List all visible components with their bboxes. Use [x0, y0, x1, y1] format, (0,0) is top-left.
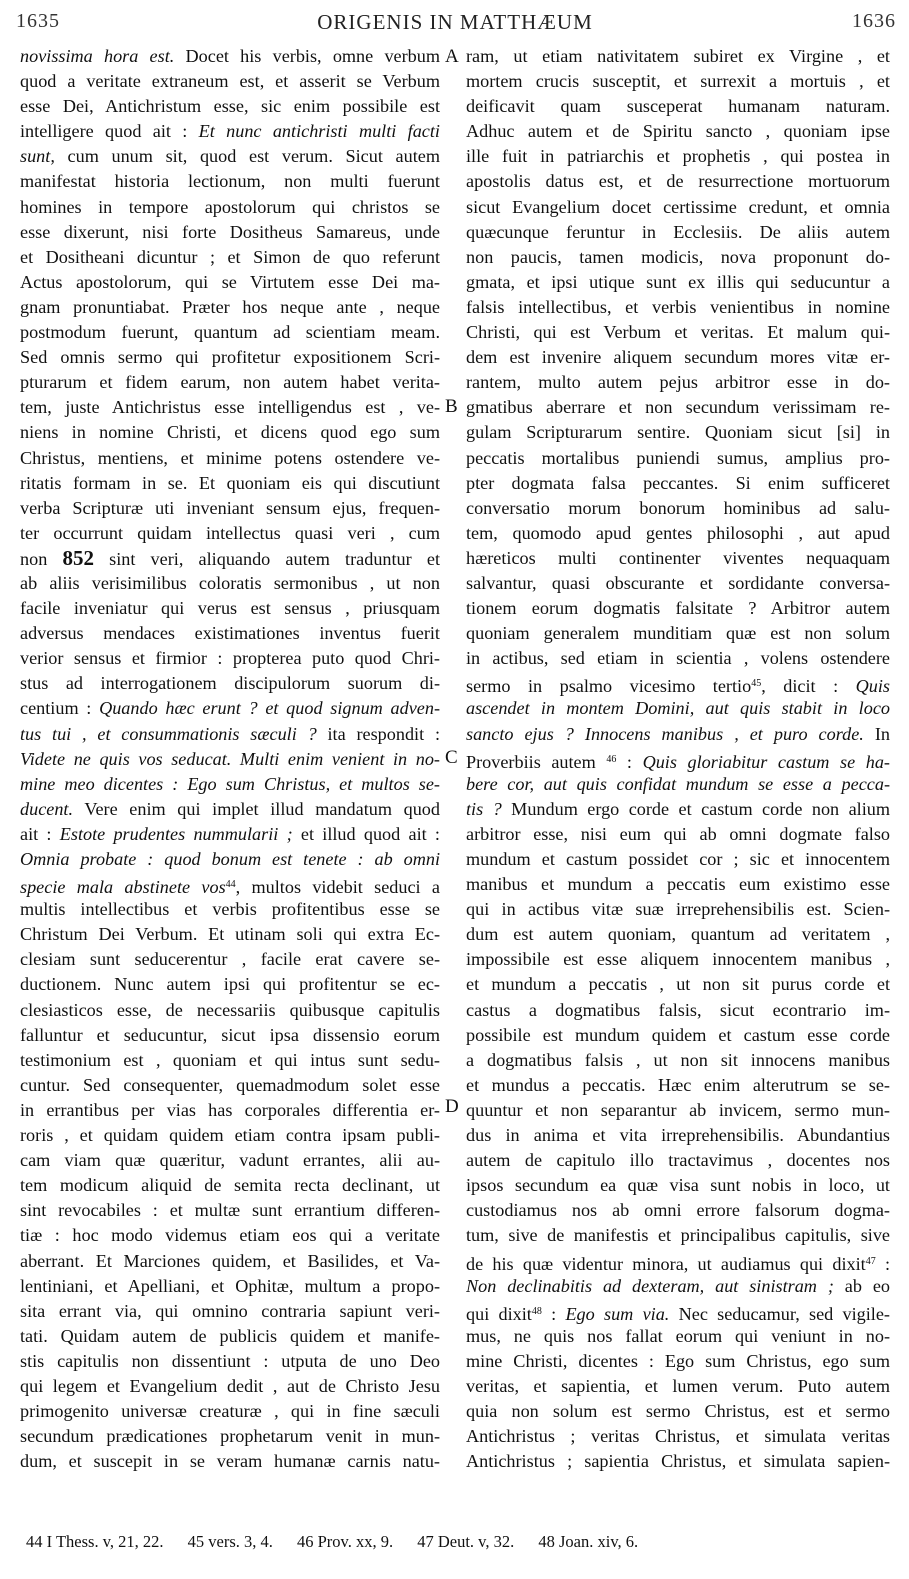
- text-run: centium :: [20, 698, 100, 719]
- text-run: dus in anima et vita irreprehensibilis. Abundantius: [466, 1125, 890, 1146]
- text-run: esse Dei, Antichristum esse, sic enim possibile est: [20, 96, 440, 117]
- text-line: [466, 1249, 890, 1274]
- text-run: custodiamus nos ab omni errore falsorum dogma-: [466, 1200, 890, 1221]
- text-line: [20, 596, 440, 621]
- text-run: Proverbiis autem: [466, 751, 607, 772]
- text-run: veritas, et sapientia, et lumen verum. Puto autem: [466, 1375, 890, 1396]
- text-line: [20, 1223, 440, 1248]
- text-line: [20, 1249, 440, 1274]
- text-line: [20, 1073, 440, 1098]
- text-line: [466, 1399, 890, 1424]
- text-line: [466, 772, 890, 797]
- text-line: [466, 1424, 890, 1449]
- text-line: [20, 245, 440, 270]
- text-run: salvantur, quasi obscurante et sordidante conversa-: [466, 572, 890, 593]
- text-run: ait :: [20, 823, 60, 844]
- text-run: mortem crucis susceptit, et surrexit a mortuis , et: [466, 71, 890, 92]
- text-run: esse dixerunt, nisi forte Dositheus Samareus, unde: [20, 221, 440, 242]
- text-line: [466, 446, 890, 471]
- text-run: et illud quod ait :: [292, 823, 440, 844]
- text-run: , multos videbit seduci a: [235, 877, 440, 898]
- text-run: autem de capitulo illo tractavimus , docentes nos: [466, 1150, 890, 1171]
- text-line: [466, 1349, 890, 1374]
- text-run: roris , et quidam quidem etiam contra ipsam publi-: [20, 1125, 440, 1146]
- text-line: [466, 320, 890, 345]
- footnote: 44 I Thess. v, 21, 22.: [26, 1532, 164, 1551]
- text-line: [20, 420, 440, 445]
- text-line: [20, 496, 440, 521]
- text-run: Quis: [855, 676, 890, 697]
- text-line: [20, 797, 440, 822]
- text-line: [20, 521, 440, 546]
- text-run: Quis gloriabitur castum se ha-: [642, 751, 890, 772]
- text-run: Adhuc autem et de Spiritu sancto , quoniam ipse: [466, 121, 890, 142]
- text-line: [20, 1198, 440, 1223]
- text-run: Mundum ergo corde et castum corde non alium: [501, 798, 890, 819]
- text-run: non: [20, 548, 63, 569]
- text-run: falsis intellectibus, et verbis venientibus in nomine: [466, 296, 890, 317]
- text-run: qui dixit: [466, 1303, 532, 1324]
- text-run: clesiam sunt seducerentur , facile erat cavere se-: [20, 949, 440, 970]
- text-line: [20, 295, 440, 320]
- text-line: [466, 722, 890, 747]
- text-run: sint veri, aliquando autem traduntur et: [93, 548, 440, 569]
- text-run: mine Christi, dicentes : Ego sum Christus, ego sum: [466, 1350, 890, 1371]
- text-run: gulam Scripturarum sentire. Quoniam sicut [si] in: [466, 422, 890, 443]
- footnote: 47 Deut. v, 32.: [417, 1532, 515, 1551]
- margin-marker-b: B: [445, 396, 458, 417]
- text-run: Quando hæc erunt ? et quod signum adven-: [99, 698, 440, 719]
- text-line: [20, 1148, 440, 1173]
- running-title: ORIGENIS IN MATTHÆUM: [317, 10, 593, 34]
- text-run: Omnia probate : quod bonum est tenete : ab omni: [20, 849, 440, 869]
- text-line: [20, 722, 440, 747]
- text-run: et mundum a peccatis , ut non sit purus corde et: [466, 974, 890, 995]
- footnote-ref: 46: [606, 753, 617, 765]
- text-line: [20, 546, 440, 571]
- text-run: conversatio morum bonorum hominibus ad salu-: [466, 497, 890, 518]
- text-line: [20, 1274, 440, 1299]
- text-line: [466, 245, 890, 270]
- text-run: Et nunc antichristi multi facti: [198, 121, 440, 142]
- text-line: [20, 220, 440, 245]
- text-line: [466, 69, 890, 94]
- text-line: [466, 696, 890, 721]
- text-run: :: [541, 1303, 566, 1324]
- text-run: ductionem. Nunc autem ipsi qui profitentur se ec-: [20, 974, 440, 995]
- text-line: [466, 1449, 890, 1474]
- text-run: primogenito universæ creaturæ , qui in fine sæculi: [20, 1401, 440, 1422]
- text-line: [20, 922, 440, 947]
- text-line: [466, 1048, 890, 1073]
- text-run: Ego sum via.: [565, 1303, 670, 1324]
- text-line: [20, 1123, 440, 1148]
- left-page-number: 1635: [16, 10, 60, 32]
- text-run: homines in tempore apostolorum qui christos se: [20, 196, 440, 217]
- margin-marker-a: A: [445, 46, 459, 67]
- text-line: [20, 119, 440, 144]
- text-run: mundum et castum possidet cor ; sic et innocentem: [466, 849, 890, 869]
- footnote: 45 vers. 3, 4.: [187, 1532, 273, 1551]
- text-run: specie mala abstinete vos: [20, 877, 226, 898]
- text-line: [466, 872, 890, 897]
- footnote-ref: 45: [751, 678, 762, 690]
- text-run: cam viam quæ quæritur, vadunt errantes, alii au-: [20, 1150, 440, 1171]
- text-line: [466, 998, 890, 1023]
- text-line: [20, 1449, 440, 1474]
- text-line: [20, 1098, 440, 1123]
- text-run: sicut Evangelium docet certissime credunt, et omnia: [466, 196, 890, 217]
- text-run: sermo in psalmo vicesimo tertio: [466, 676, 752, 697]
- text-run: impossibile est esse aliquem innocentem manibus ,: [466, 949, 890, 970]
- text-run: novissima hora est.: [20, 46, 175, 66]
- text-run: bere cor, aut quis confidat mundum se esse a pecca-: [466, 773, 890, 794]
- text-run: Antichristus ; sapientia Christus, et simulata sapien-: [466, 1451, 890, 1472]
- text-run: hæreticos multi continenter viventes nequaquam: [466, 547, 890, 568]
- text-run: cum unum sit, quod est verum. Sicut autem: [54, 146, 440, 167]
- text-line: [466, 972, 890, 997]
- text-run: facile inveniatur qui verus est sensus , priusquam: [20, 598, 440, 619]
- text-line: [20, 696, 440, 721]
- text-line: [466, 1148, 890, 1173]
- text-run: qui legem et Evangelium dedit , aut de Christo Jesu: [20, 1375, 440, 1396]
- text-run: pturarum et fidem earum, non autem habet verita-: [20, 372, 440, 393]
- text-run: pter dogmata falsa peccantes. Si enim sufficeret: [466, 472, 890, 493]
- column-number: 852: [62, 545, 94, 570]
- text-line: [466, 370, 890, 395]
- text-run: in actibus, sed etiam in scientia , volens ostendere: [466, 648, 890, 669]
- text-run: tem, quomodo apud gentes philosophi , aut apud: [466, 522, 890, 543]
- text-line: [20, 195, 440, 220]
- text-line: [466, 646, 890, 671]
- text-line: [20, 471, 440, 496]
- text-run: ab eo: [833, 1275, 890, 1296]
- text-line: [466, 420, 890, 445]
- text-line: [466, 471, 890, 496]
- text-line: [466, 1223, 890, 1248]
- text-line: [466, 270, 890, 295]
- text-run: tum, sive de manifestis et principalibus capitulis, sive: [466, 1225, 890, 1246]
- text-line: [466, 671, 890, 696]
- text-run: stis capitulis non dissentiunt : utputa de uno Deo: [20, 1350, 440, 1371]
- text-run: qui in actibus vitæ suæ irreprehensibilis est. Scien-: [466, 899, 890, 920]
- text-line: [20, 847, 440, 872]
- text-run: :: [616, 751, 643, 772]
- text-run: de his quæ videntur minora, ut audiamus qui dixit: [466, 1253, 866, 1274]
- text-line: [20, 345, 440, 370]
- text-run: , dicit :: [761, 676, 856, 697]
- text-line: [20, 1349, 440, 1374]
- text-run: quoniam generalem munditiam quæ est non solum: [466, 623, 890, 644]
- text-run: sunt,: [20, 146, 55, 167]
- text-run: sint revocabiles : et multæ sunt errantium differen-: [20, 1200, 440, 1221]
- text-line: [466, 295, 890, 320]
- text-run: gnam pronuntiabat. Præter hos neque ante , neque: [20, 296, 440, 317]
- text-line: [466, 496, 890, 521]
- text-run: ritatis formam in se. Et quoniam eis qui discutiunt: [20, 472, 440, 493]
- text-run: dum est autem quoniam, quantum ad veritatem ,: [466, 924, 890, 945]
- footnote-ref: 47: [865, 1255, 876, 1267]
- text-line: [466, 1073, 890, 1098]
- text-line: [20, 1023, 440, 1048]
- text-run: rantem, multo autem pejus arbitror esse in do-: [466, 372, 890, 393]
- text-line: [20, 947, 440, 972]
- text-run: ille fuit in patriarchis et prophetis , qui postea in: [466, 146, 890, 167]
- text-run: niens in nomine Christi, et dicens quod ego sum: [20, 422, 440, 443]
- text-run: Christus, mentiens, et minime potens ostendere ve-: [20, 447, 440, 468]
- text-run: in errantibus per vias has corporales differentia er-: [20, 1099, 440, 1120]
- text-line: [20, 169, 440, 194]
- text-run: tionem eorum dogmatis falsitate ? Arbitror autem: [466, 598, 890, 619]
- text-line: [466, 822, 890, 847]
- text-line: [20, 621, 440, 646]
- text-line: [466, 1374, 890, 1399]
- text-line: [20, 1399, 440, 1424]
- text-run: verior sensus et firmior : propterea puto quod Chri-: [20, 648, 440, 669]
- text-run: mine meo dicentes : Ego sum Christus, et multos se-: [20, 773, 440, 794]
- left-text-column: [20, 44, 440, 1474]
- text-line: [466, 44, 890, 69]
- text-run: Nec seducamur, sed vigile-: [669, 1303, 890, 1324]
- text-run: Sed omnis sermo qui profitetur expositionem Scri-: [20, 347, 440, 368]
- text-line: [466, 94, 890, 119]
- text-line: [20, 94, 440, 119]
- text-run: gmatibus aberrare et non secundum verissimam re-: [466, 397, 890, 418]
- text-run: ab aliis verisimilibus coloratis sermonibus , ut non: [20, 572, 440, 593]
- text-run: secundum prædicationes prophetarum venit in mun-: [20, 1426, 440, 1447]
- text-line: [466, 797, 890, 822]
- text-run: quæcunque feruntur in Ecclesiis. De aliis autem: [466, 221, 890, 242]
- text-line: [466, 546, 890, 571]
- text-line: [466, 345, 890, 370]
- text-line: [466, 621, 890, 646]
- text-run: tem modicum aliquid de semita recta declinant, ut: [20, 1175, 440, 1196]
- text-run: a dogmatibus falsis , ut non sit innocens manibus: [466, 1049, 890, 1070]
- text-run: sancto ejus ? Innocens manibus , et puro corde.: [466, 723, 864, 744]
- text-line: [20, 1299, 440, 1324]
- text-line: [466, 119, 890, 144]
- text-line: [466, 521, 890, 546]
- text-run: dum, et suscepit in se veram humanæ carnis natu-: [20, 1451, 440, 1472]
- text-run: ascendet in montem Domini, aut quis stabit in loco: [466, 698, 890, 719]
- text-line: [466, 847, 890, 872]
- text-run: tem, juste Antichristus esse intelligendus est , ve-: [20, 397, 440, 418]
- text-run: Vere enim qui implet illud mandatum quod: [73, 798, 440, 819]
- text-run: possibile est mundum quidem et castum esse corde: [466, 1024, 890, 1045]
- footnote: 48 Joan. xiv, 6.: [538, 1532, 639, 1551]
- text-run: quia non solum est sermo Christus, est et sermo: [466, 1401, 890, 1422]
- text-run: castus a dogmatibus falsis, sicut econtrario im-: [466, 999, 890, 1020]
- text-line: [466, 897, 890, 922]
- text-run: et mundus a peccatis. Hæc enim alterutrum se se-: [466, 1074, 890, 1095]
- text-run: deificavit quam susceperat humanam naturam.: [466, 96, 890, 117]
- text-run: dem est invenire aliquem secundum mores vitæ er-: [466, 347, 890, 368]
- text-line: [466, 169, 890, 194]
- text-run: apostolis datus est, et de resurrectione mortuorum: [466, 171, 890, 192]
- text-run: et Dositheani dicuntur ; et Simon de quo referunt: [20, 246, 440, 267]
- text-line: [20, 1424, 440, 1449]
- text-run: ducent.: [20, 798, 74, 819]
- text-run: mus, ne quis nos fallat eorum qui veniunt in no-: [466, 1325, 890, 1346]
- text-run: Actus apostolorum, qui se Virtutem esse Dei ma-: [20, 271, 440, 292]
- text-line: [20, 1324, 440, 1349]
- text-line: [466, 1123, 890, 1148]
- text-line: [20, 270, 440, 295]
- text-run: tus tui , et consummationis sæculi ?: [20, 723, 317, 744]
- text-line: [466, 747, 890, 772]
- text-line: [20, 772, 440, 797]
- text-run: aberrant. Et Marciones quidem, et Basilides, et Va-: [20, 1250, 440, 1271]
- text-line: [466, 1324, 890, 1349]
- text-line: [20, 69, 440, 94]
- text-run: manifestat historia lectionum, non multi fuerunt: [20, 171, 440, 192]
- right-page-number: 1636: [852, 10, 896, 32]
- text-line: [20, 446, 440, 471]
- text-run: tati. Quidam autem de publicis quidem et manife-: [20, 1325, 440, 1346]
- text-run: intelligere quod ait :: [20, 121, 199, 142]
- text-run: Antichristus ; veritas Christus, et simulata veritas: [466, 1426, 890, 1447]
- text-run: ram, ut etiam nativitatem subiret ex Virgine , et: [466, 46, 890, 66]
- footnotes: [26, 1532, 886, 1552]
- text-line: [466, 1023, 890, 1048]
- text-run: Non declinabitis ad dexteram, aut sinistram ;: [466, 1275, 834, 1296]
- text-run: verba Scripturæ uti inveniant sensum ejus, frequen-: [20, 497, 440, 518]
- text-line: [20, 1374, 440, 1399]
- text-line: [466, 1173, 890, 1198]
- text-run: lentiniani, et Apelliani, et Ophitæ, multum a propo-: [20, 1275, 440, 1296]
- right-text-column: [466, 44, 890, 1474]
- text-run: stus ad interrogationem discipulorum suorum di-: [20, 673, 440, 694]
- text-run: :: [875, 1253, 890, 1274]
- text-run: non paucis, tamen modicis, nova proponunt do-: [466, 246, 890, 267]
- text-line: [20, 998, 440, 1023]
- text-line: [466, 922, 890, 947]
- text-line: [20, 320, 440, 345]
- text-run: postmodum fuerunt, quantum ad scientiam meam.: [20, 322, 440, 343]
- text-line: [466, 947, 890, 972]
- footnote: 46 Prov. xx, 9.: [297, 1532, 394, 1551]
- text-run: arbitror esse, nisi eum qui ab omni dogmate falso: [466, 823, 890, 844]
- text-line: [20, 571, 440, 596]
- text-line: [20, 646, 440, 671]
- text-run: In: [863, 723, 890, 744]
- text-line: [20, 872, 440, 897]
- page-header: [10, 4, 900, 38]
- text-run: gmata, et ipsi utique sunt ex illis qui seducuntur a: [466, 271, 890, 292]
- text-run: cuntur. Sed consequenter, quemadmodum solet esse: [20, 1074, 440, 1095]
- text-line: [20, 671, 440, 696]
- text-line: [466, 144, 890, 169]
- text-line: [20, 144, 440, 169]
- text-run: manibus et mundum a peccatis eum existimo esse: [466, 874, 890, 895]
- text-line: [466, 571, 890, 596]
- text-run: ter occurrunt quidam intellectus quasi veri , cum: [20, 522, 440, 543]
- text-run: quuntur et non separantur ab invicem, sermo mun-: [466, 1099, 890, 1120]
- text-line: [20, 370, 440, 395]
- text-line: [466, 220, 890, 245]
- text-run: ipsos secundum ea quæ visa sunt nobis in loco, ut: [466, 1175, 890, 1196]
- text-run: falluntur et seducuntur, sicut ipsa dissensio eorum: [20, 1024, 440, 1045]
- text-run: ita respondit :: [316, 723, 440, 744]
- text-run: Estote prudentes nummularii ;: [59, 823, 293, 844]
- text-run: Christum Dei Verbum. Et utinam soli qui extra Ec-: [20, 924, 440, 945]
- text-run: adversus mendaces existimationes inventus fuerit: [20, 623, 440, 644]
- text-run: tiæ : hoc modo videmus etiam eos qui a veritate: [20, 1225, 440, 1246]
- footnote-ref: 44: [225, 879, 236, 891]
- text-run: sita errant via, qui omnino contraria sapiunt veri-: [20, 1300, 440, 1321]
- text-run: clesiasticos esse, de necessariis quibusque capitulis: [20, 999, 440, 1020]
- text-run: peccatis mortalibus puniendi sumus, amplius pro-: [466, 447, 890, 468]
- text-line: [20, 44, 440, 69]
- text-line: [466, 195, 890, 220]
- text-line: [20, 1173, 440, 1198]
- text-line: [466, 1098, 890, 1123]
- text-line: [20, 822, 440, 847]
- text-line: [466, 1299, 890, 1324]
- text-line: [20, 395, 440, 420]
- text-line: [466, 395, 890, 420]
- text-run: testimonium est , quoniam et qui intus sunt sedu-: [20, 1049, 440, 1070]
- margin-marker-c: C: [445, 747, 458, 768]
- text-line: [20, 747, 440, 772]
- text-run: tis ?: [466, 798, 502, 819]
- footnote-ref: 48: [531, 1305, 542, 1317]
- text-run: Docet his verbis, omne verbum: [174, 46, 440, 66]
- margin-marker-d: D: [445, 1096, 459, 1117]
- text-line: [20, 972, 440, 997]
- text-run: Christi, qui est Verbum et veritas. Et malum qui-: [466, 322, 890, 343]
- text-line: [466, 596, 890, 621]
- text-line: [20, 897, 440, 922]
- text-run: Videte ne quis vos seducat. Multi enim venient in no-: [20, 748, 440, 769]
- text-line: [20, 1048, 440, 1073]
- text-line: [466, 1274, 890, 1299]
- text-run: quod a veritate extraneum est, et asserit se Verbum: [20, 71, 440, 92]
- text-line: [466, 1198, 890, 1223]
- text-run: multis intellectibus et verbis profitentibus esse se: [20, 899, 440, 920]
